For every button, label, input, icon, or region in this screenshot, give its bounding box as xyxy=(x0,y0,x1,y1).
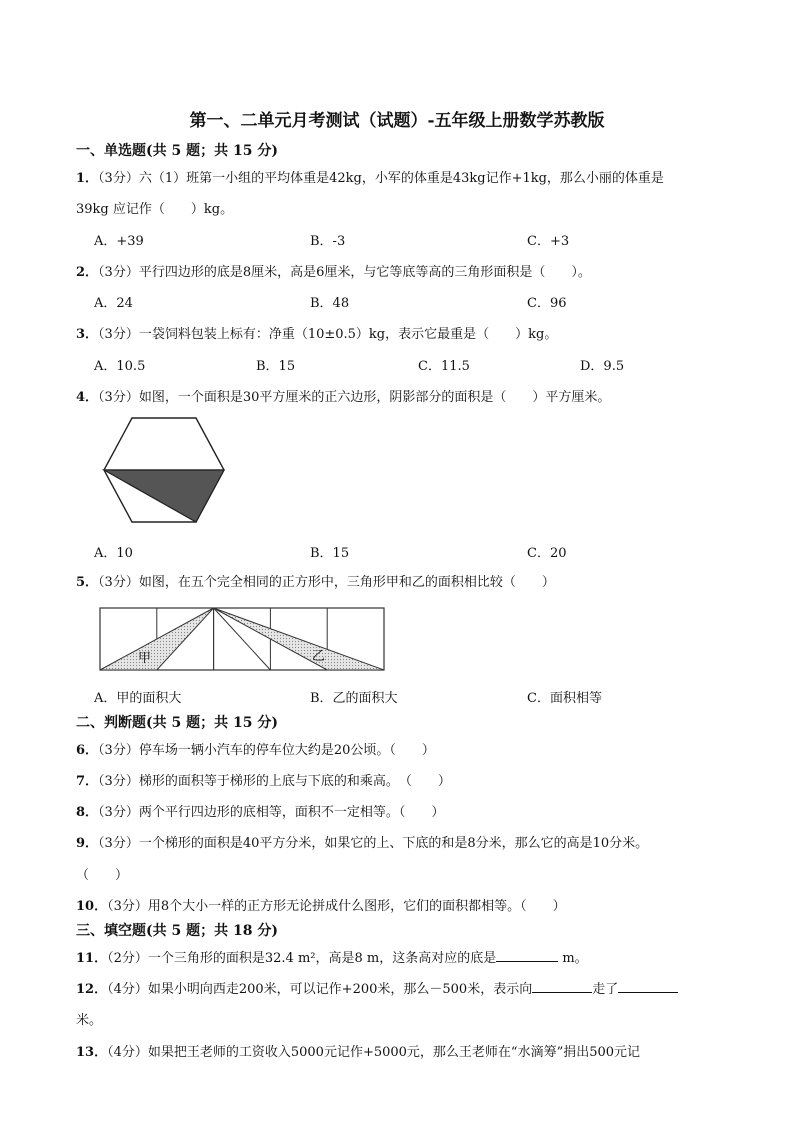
question-10 xyxy=(76,895,566,914)
question-text-suffix: m。 xyxy=(558,951,588,966)
five-squares-figure xyxy=(96,604,388,674)
section-heading-true-false: 二、判断题(共 5 题；共 15 分) xyxy=(76,715,278,731)
question-text: （3分）停车场一辆小汽车的停车位大约是20公顷。（ ） xyxy=(98,743,435,758)
option-a[interactable]: A．24 xyxy=(94,296,133,311)
question-1 xyxy=(76,167,664,186)
option-b[interactable]: B．15 xyxy=(310,546,350,561)
label-jia: 甲 xyxy=(138,651,152,666)
question-text: （3分）一袋饲料包装上标有：净重（10±0.5）kg，表示它最重是（ ）kg。 xyxy=(98,327,558,342)
question-1-continued: 39kg 应记作（ ）kg。 xyxy=(76,202,234,217)
section-heading-fill-blank: 三、填空题(共 5 题；共 18 分) xyxy=(76,923,278,939)
question-3 xyxy=(76,323,557,342)
option-b[interactable]: B．15 xyxy=(256,359,296,374)
question-number: 13． xyxy=(76,1045,108,1060)
question-number: 10． xyxy=(76,899,108,914)
question-12-continued: 米。 xyxy=(76,1013,103,1028)
option-d[interactable]: D．9.5 xyxy=(580,359,625,374)
answer-blank[interactable] xyxy=(532,980,592,993)
question-text: （3分）六（1）班第一小组的平均体重是42kg，小军的体重是43kg记作+1kg，那么小丽的体重是 xyxy=(98,171,664,186)
answer-blank[interactable] xyxy=(496,949,558,962)
option-a[interactable]: A．甲的面积大 xyxy=(94,691,182,706)
question-number: 4． xyxy=(76,390,99,405)
option-c[interactable]: C．96 xyxy=(527,296,567,311)
option-b[interactable]: B．-3 xyxy=(310,234,346,249)
question-number: 7． xyxy=(76,774,99,789)
hexagon-figure xyxy=(100,414,228,526)
label-yi: 乙 xyxy=(312,649,326,664)
option-a[interactable]: A．10.5 xyxy=(94,359,146,374)
question-number: 2． xyxy=(76,265,99,280)
question-4 xyxy=(76,386,610,405)
option-a[interactable]: A．10 xyxy=(94,546,133,561)
question-text-mid: 走了 xyxy=(592,982,619,997)
question-9-continued: （ ） xyxy=(76,868,129,883)
option-b[interactable]: B．48 xyxy=(310,296,350,311)
question-number: 6． xyxy=(76,743,99,758)
question-2 xyxy=(76,261,591,280)
question-text: （4分）如果小明向西走200米，可以记作+200米，那么－500米，表示向 xyxy=(107,982,533,997)
question-text: （3分）梯形的面积等于梯形的上底与下底的和乘高。 （ ） xyxy=(98,774,451,789)
question-9 xyxy=(76,832,648,851)
question-text: （3分）如图，一个面积是30平方厘米的正六边形，阴影部分的面积是（ ）平方厘米。 xyxy=(98,390,611,405)
question-13 xyxy=(76,1041,640,1060)
question-number: 11． xyxy=(76,951,108,966)
question-text: （4分）如果把王老师的工资收入5000元记作+5000元，那么王老师在“水滴筹”捐出500元记 xyxy=(107,1045,641,1060)
question-number: 5． xyxy=(76,575,99,590)
section-heading-single-choice: 一、单选题(共 5 题；共 15 分) xyxy=(76,143,278,159)
option-a[interactable]: A．+39 xyxy=(94,234,144,249)
question-number: 3． xyxy=(76,327,99,342)
question-text: （3分）平行四边形的底是8厘米，高是6厘米，与它等底等高的三角形面积是（ ）。 xyxy=(98,265,591,280)
question-7 xyxy=(76,770,451,789)
page-title: 第一、二单元月考测试（试题）-五年级上册数学苏教版 xyxy=(189,111,605,131)
answer-blank[interactable] xyxy=(618,980,678,993)
option-c[interactable]: C．+3 xyxy=(527,234,570,249)
option-c[interactable]: C．11.5 xyxy=(418,359,470,374)
question-number: 8． xyxy=(76,805,99,820)
question-text: （2分）一个三角形的面积是32.4 m²，高是8 m，这条高对应的底是 xyxy=(107,951,497,966)
question-8 xyxy=(76,801,444,820)
question-number: 12． xyxy=(76,982,108,997)
question-text: （3分）用8个大小一样的正方形无论拼成什么图形，它们的面积都相等。（ ） xyxy=(107,899,566,914)
question-11 xyxy=(76,947,588,966)
question-6 xyxy=(76,739,435,758)
question-text: （3分）两个平行四边形的底相等，面积不一定相等。（ ） xyxy=(98,805,445,820)
option-c[interactable]: C．面积相等 xyxy=(527,691,602,706)
option-b[interactable]: B．乙的面积大 xyxy=(310,691,398,706)
question-text: （3分）如图，在五个完全相同的正方形中，三角形甲和乙的面积相比较（ ） xyxy=(98,575,555,590)
question-number: 9． xyxy=(76,836,99,851)
option-c[interactable]: C．20 xyxy=(527,546,567,561)
question-12 xyxy=(76,978,678,997)
question-5 xyxy=(76,571,555,590)
question-number: 1． xyxy=(76,171,99,186)
question-text: （3分）一个梯形的面积是40平方分米，如果它的上、下底的和是8分米，那么它的高是10分米。 xyxy=(98,836,649,851)
